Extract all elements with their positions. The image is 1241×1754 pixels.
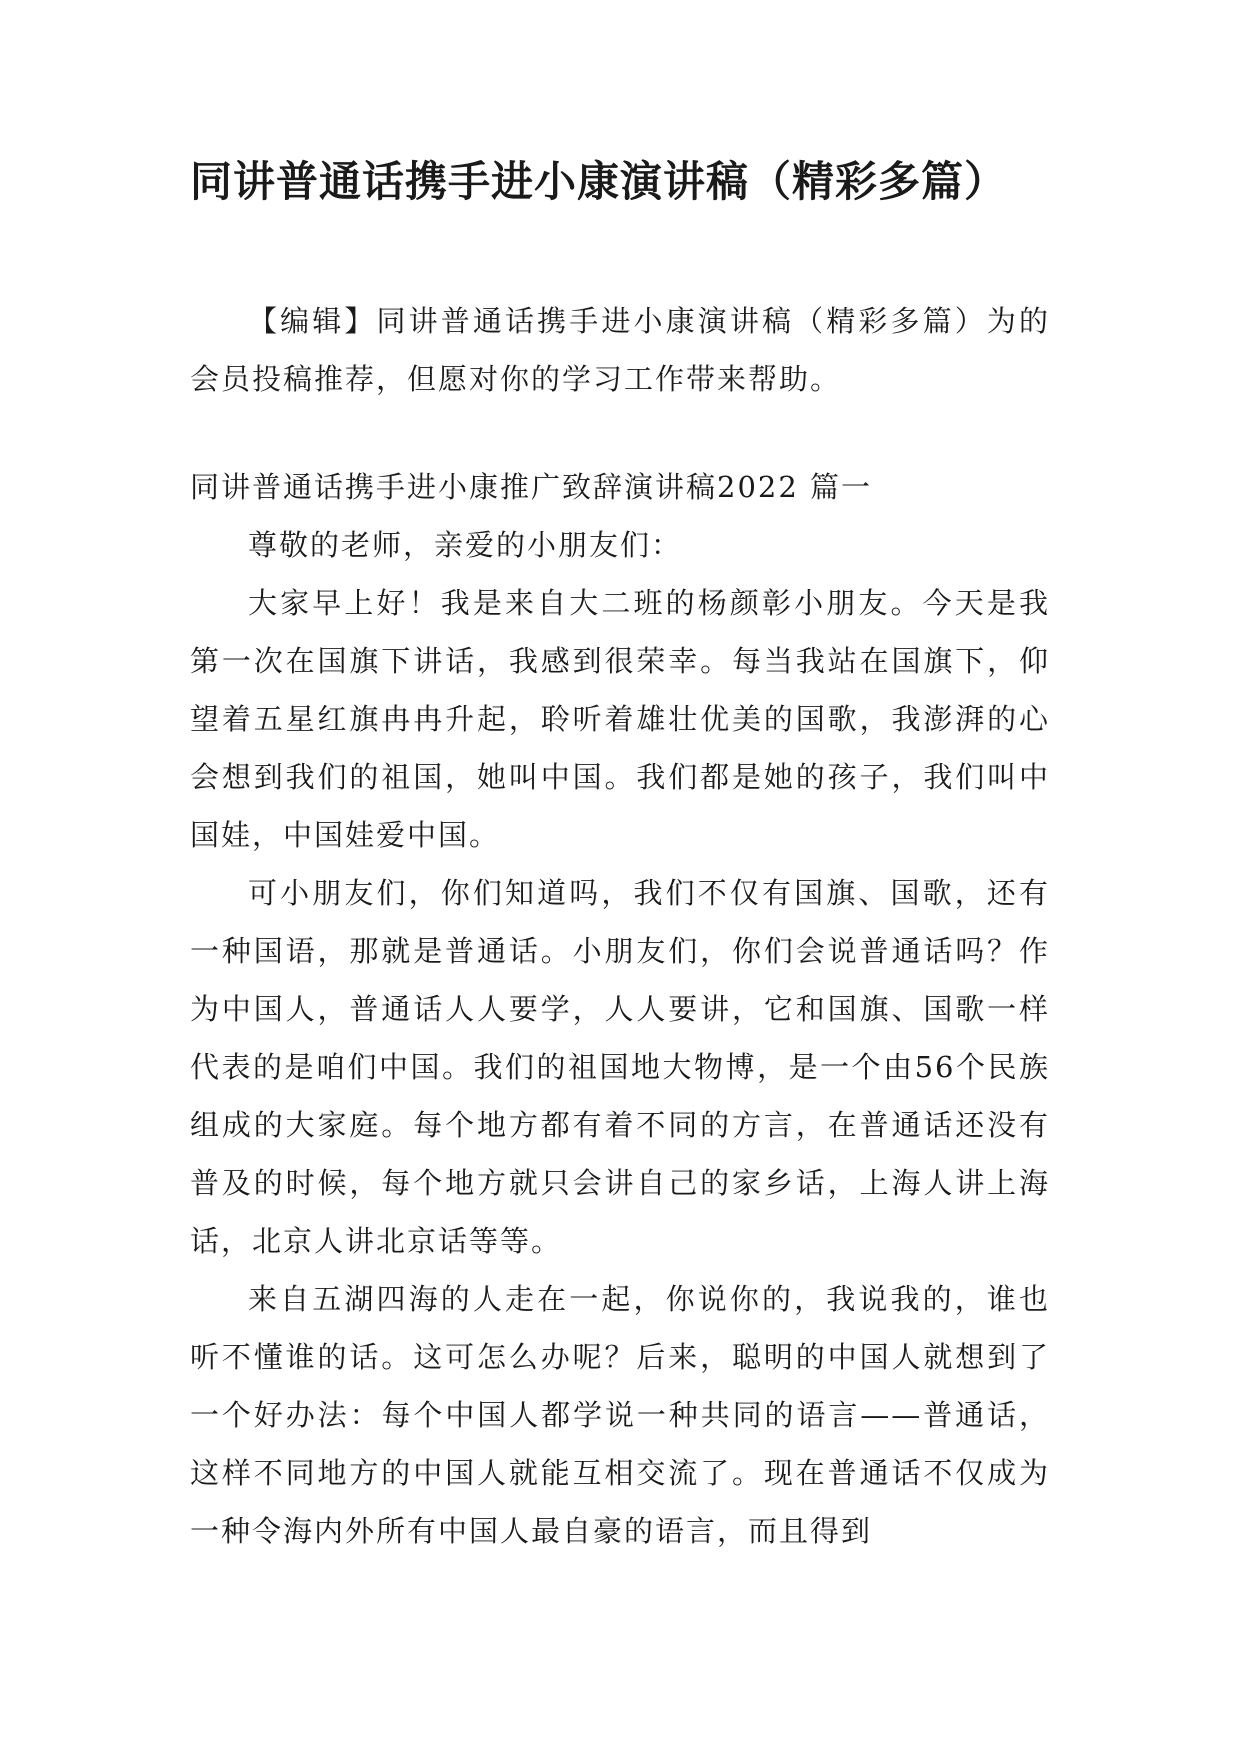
salutation-paragraph: 尊敬的老师，亲爱的小朋友们：: [248, 528, 683, 562]
body-paragraph: 可小朋友们，你们知道吗，我们不仅有国旗、国歌，还有一种国语，那就是普通话。小朋友们，你们会说普通话吗？作为中国人，普通话人人要学，人人要讲，它和国旗、国歌一样代表的是咱们中国。我们的祖国地大物博，是一个由56个民族组成的大家庭。每个地方都有着不同的方言，在普通话还没有普及的时候，每个地方就只会讲自己的家乡话，上海人讲上海话，北京人讲北京话等等。: [190, 876, 1050, 1258]
intro-paragraph: 【编辑】同讲普通话携手进小康演讲稿（精彩多篇）为的会员投稿推荐，但愿对你的学习工作带来帮助。: [190, 304, 1050, 396]
body-paragraph: 大家早上好！我是来自大二班的杨颜彰小朋友。今天是我第一次在国旗下讲话，我感到很荣幸。每当我站在国旗下，仰望着五星红旗冉冉升起，聆听着雄壮优美的国歌，我澎湃的心会想到我们的祖国，她叫中国。我们都是她的孩子，我们叫中国娃，中国娃爱中国。: [190, 586, 1050, 852]
intro-block: [190, 292, 1050, 408]
article-body: [190, 458, 1050, 1560]
body-paragraph: 来自五湖四海的人走在一起，你说你的，我说我的，谁也听不懂谁的话。这可怎么办呢？后来，聪明的中国人就想到了一个好办法：每个中国人都学说一种共同的语言——普通话，这样不同地方的中国人就能互相交流了。现在普通话不仅成为一种令海内外所有中国人最自豪的语言，而且得到: [190, 1282, 1050, 1548]
section-heading: 同讲普通话携手进小康推广致辞演讲稿2022 篇一: [190, 470, 873, 504]
document-title: 同讲普通话携手进小康演讲稿（精彩多篇）: [190, 157, 1008, 206]
